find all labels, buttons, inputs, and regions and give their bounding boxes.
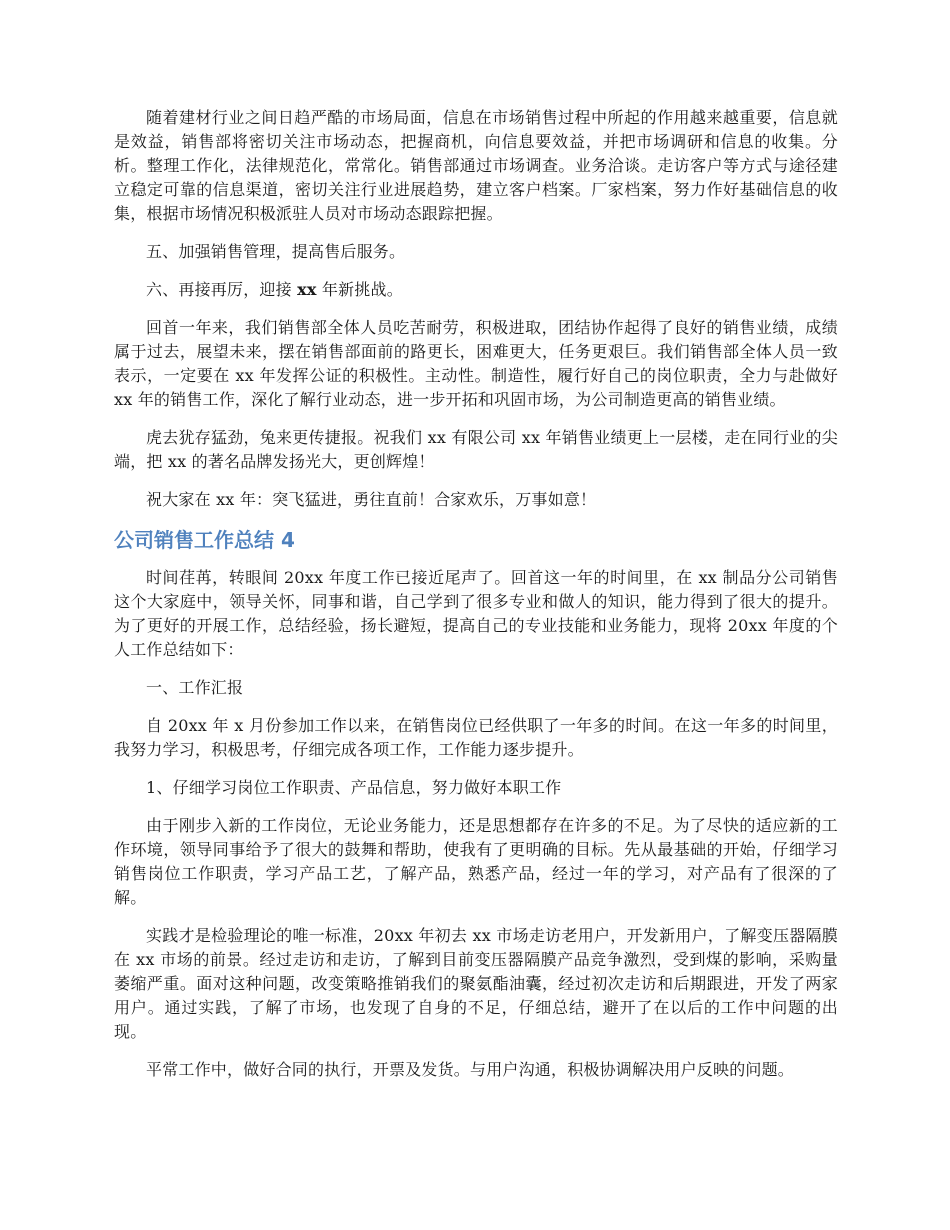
paragraph-start-work: 自 20xx 年 x 月份参加工作以来，在销售岗位已经供职了一年多的时间。在这一年多的时间里，我努力学习，积极思考，仔细完成各项工作，工作能力逐步提升。 xyxy=(114,716,838,759)
paragraph-info-importance: 随着建材行业之间日趋严酷的市场局面，信息在市场销售过程中所起的作用越来越重要，信息就是效益，销售部将密切关注市场动态，把握商机，向信息要效益，并把市场调研和信息的收集。分析。整理工作化，法律规范化，常常化。销售部通过市场调查。业务洽谈。走访客户等方式与途径建立稳定可靠的信息渠道，密切关注行业进展趋势，建立客户档案。厂家档案，努力作好基础信息的收集，根据市场情况积极派驻人员对市场动态跟踪把握。 xyxy=(114,108,838,223)
paragraph-daily-work: 平常工作中，做好合同的执行，开票及发货。与用户沟通，积极协调解决用户反映的问题。 xyxy=(146,1060,795,1079)
item-six-bold-year: xx xyxy=(297,280,317,299)
paragraph-item-six xyxy=(114,278,838,302)
paragraph-intro: 时间荏苒，转眼间 20xx 年度工作已接近尾声了。回首这一年的时间里，在 xx 制品分公司销售这个大家庭中，领导关怀，同事和谐，自己学到了很多专业和做人的知识，能力得到了很大的提升。为了更好的开展工作，总结经验，扬长避短，提高自己的专业技能和业务能力，现将 20xx 年度的个人工作总结如下： xyxy=(114,568,838,659)
paragraph-blessing: 虎去犹存猛劲，兔来更传捷报。祝我们 xx 有限公司 xx 年销售业绩更上一层楼，走在同行业的尖端，把 xx 的著名品牌发扬光大，更创辉煌！ xyxy=(114,428,838,471)
paragraph-item-five: 五、加强销售管理，提高售后服务。 xyxy=(146,242,406,261)
paragraph-point-one: 1、仔细学习岗位工作职责、产品信息，努力做好本职工作 xyxy=(146,778,562,797)
paragraph-wishes: 祝大家在 xx 年：突飞猛进，勇往直前！合家欢乐，万事如意！ xyxy=(146,490,597,509)
document-page xyxy=(114,106,838,1096)
paragraph-new-position: 由于刚步入新的工作岗位，无论业务能力，还是思想都存在许多的不足。为了尽快的适应新的工作环境，领导同事给予了很大的鼓舞和帮助，使我有了更明确的目标。先从最基础的开始，仔细学习销售岗位工作职责，学习产品工艺，了解产品，熟悉产品，经过一年的学习，对产品有了很深的了解。 xyxy=(114,816,838,907)
paragraph-practice: 实践才是检验理论的唯一标准，20xx 年初去 xx 市场走访老用户，开发新用户，了解变压器隔膜在 xx 市场的前景。经过走访和走访，了解到目前变压器隔膜产品竞争激烈，受到煤的影响，采购量萎缩严重。面对这种问题，改变策略推销我们的聚氨酯油囊，经过初次走访和后期跟进，开发了两家用户。通过实践，了解了市场，也发现了自身的不足，仔细总结，避开了在以后的工作中问题的出现。 xyxy=(114,926,838,1041)
item-six-suffix: 年新挑战。 xyxy=(321,280,403,299)
paragraph-work-report: 一、工作汇报 xyxy=(146,678,244,697)
section-heading: 公司销售工作总结 4 xyxy=(114,528,295,552)
paragraph-review: 回首一年来，我们销售部全体人员吃苦耐劳，积极进取，团结协作起得了良好的销售业绩，成绩属于过去，展望未来，摆在销售部面前的路更长，困难更大，任务更艰巨。我们销售部全体人员一致表示，一定要在 xx 年发挥公证的积极性。主动性。制造性，履行好自己的岗位职责，全力与赴做好 xx 年的销售工作，深化了解行业动态，进一步开拓和巩固市场，为公司制造更高的销售业绩。 xyxy=(114,318,838,409)
item-six-prefix: 六、再接再厉，迎接 xyxy=(146,280,292,299)
